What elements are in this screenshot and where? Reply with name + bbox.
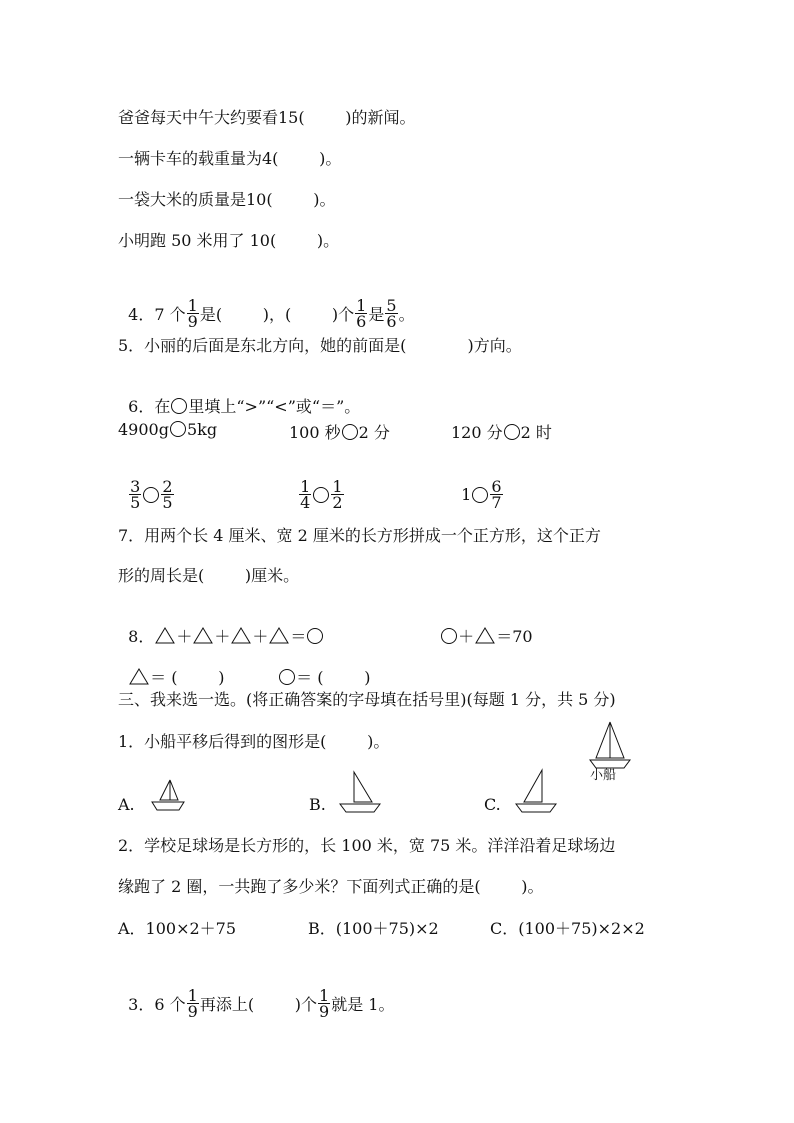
circle-icon [170, 421, 186, 437]
circle-icon [472, 487, 488, 503]
triangle-icon [231, 627, 251, 644]
boat-option-a-icon[interactable] [148, 778, 188, 813]
question-6 [118, 377, 360, 417]
fill-item-truck: 一辆卡车的载重量为4( )。 [118, 149, 342, 168]
select-question-1: 1．小船平移后得到的图形是( )。 [118, 732, 390, 751]
compare-item: 1 $\frac{6}{7}$ [461, 477, 502, 512]
compare-item: 4900g 5kg [118, 420, 218, 439]
fill-item-rice: 一袋大米的质量是10( )。 [118, 190, 336, 209]
triangle-icon [129, 668, 149, 685]
option-c-label: C. [484, 795, 501, 814]
triangle-icon [269, 627, 289, 644]
question-7-line-1: 7．用两个长 4 厘米、宽 2 厘米的长方形拼成一个正方形，这个正方 [118, 526, 601, 545]
q4-mid2: 是 [368, 305, 385, 324]
answer-triangle: ＝ ( ) [118, 648, 224, 688]
option-c: C．(100＋75)×2×2 [490, 919, 645, 938]
q4-end: 。 [398, 305, 415, 324]
fraction: $\frac{3}{5}$ [130, 477, 141, 512]
compare-item: 100 秒 2 分 [289, 423, 390, 442]
q6-text-a: 6．在 [128, 397, 171, 416]
q4-mid1: 是( )，( )个 [199, 305, 355, 324]
circle-icon [307, 628, 323, 644]
q4-prefix: 4．7 个 [128, 305, 186, 324]
fraction: $\frac{2}{5}$ [162, 477, 173, 512]
select-question-2-line-1: 2．学校足球场是长方形的，长 100 米，宽 75 米。洋洋沿着足球场边 [118, 836, 616, 855]
select-question-2-line-2: 缘跑了 2 圈，一共跑了多少米？下面列式正确的是( )。 [118, 877, 544, 896]
question-8: 8． ＋ ＋ ＋ ＝ [118, 607, 324, 647]
fraction: $\frac{1}{9}$ [187, 986, 198, 1021]
boat-option-c-icon[interactable] [512, 768, 560, 814]
fraction: $\frac{1}{4}$ [300, 477, 311, 512]
fraction: $\frac{6}{7}$ [491, 477, 502, 512]
circle-icon [441, 628, 457, 644]
compare-item [118, 462, 175, 512]
triangle-icon [193, 627, 213, 644]
circle-icon [171, 398, 187, 414]
circle-icon [143, 487, 159, 503]
boat-option-b-icon[interactable] [338, 770, 384, 814]
option-b: B．(100＋75)×2 [308, 919, 439, 938]
section-3-heading: 三、我来选一选。(将正确答案的字母填在括号里)(每题 1 分，共 5 分) [118, 690, 616, 709]
question-4 [118, 280, 415, 331]
fill-item-run: 小明跑 50 米用了 10( )。 [118, 231, 340, 250]
q6-text-b: 里填上“>”“<”或“＝”。 [188, 397, 361, 416]
triangle-icon [475, 627, 495, 644]
compare-item: 120 分 2 时 [451, 423, 552, 442]
triangle-icon [155, 627, 175, 644]
fraction: $\frac{1}{2}$ [332, 477, 343, 512]
fill-item-news: 爸爸每天中午大约要看15( )的新闻。 [118, 108, 416, 127]
option-a-label: A. [118, 795, 135, 814]
option-b-label: B. [309, 795, 326, 814]
question-7-line-2: 形的周长是( )厘米。 [118, 566, 300, 585]
circle-icon [279, 669, 295, 685]
compare-item [288, 462, 345, 512]
circle-icon [342, 424, 358, 440]
question-8-right: ＋ ＝70 [430, 607, 533, 647]
circle-icon [313, 487, 329, 503]
select-question-3: 3．6 个 $\frac{1}{9}$ 再添上( )个 $\frac{1}{9}$ 就是 1。 [128, 986, 395, 1021]
fraction: $\frac{1}{9}$ [319, 986, 330, 1021]
boat-label: 小船 [590, 768, 617, 783]
question-5: 5．小丽的后面是东北方向，她的前面是( )方向。 [118, 336, 522, 355]
answer-circle: ＝ ( ) [268, 648, 370, 688]
circle-icon [504, 424, 520, 440]
option-a: A．100×2＋75 [118, 919, 237, 938]
fraction: $\frac{1}{6}$ [356, 296, 367, 331]
fraction: $\frac{1}{9}$ [187, 296, 198, 331]
fraction: $\frac{5}{6}$ [386, 296, 397, 331]
